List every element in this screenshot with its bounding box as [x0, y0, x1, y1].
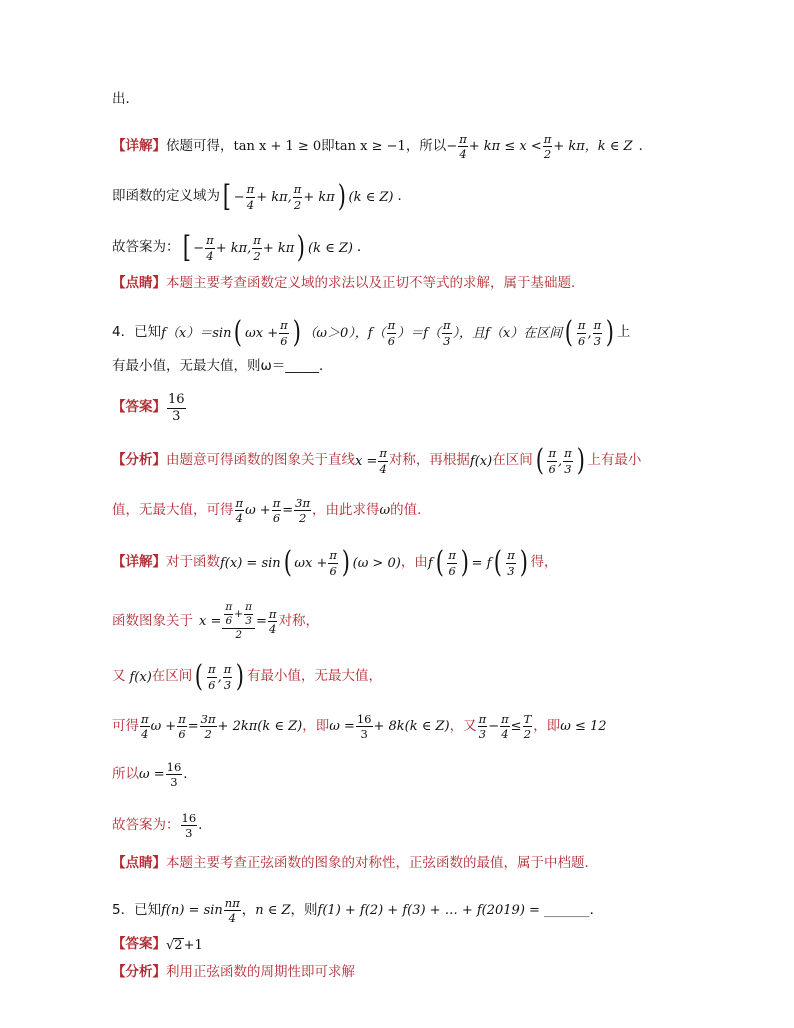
symmetry-line: 函数图象关于 x = $\frac{\pi}{6}$ + $\frac{\pi}{3}$ 2 = $\frac{\pi}{4}$ 对称， [112, 601, 319, 642]
fraction: $\frac{\pi}{3}$ [442, 318, 451, 348]
fraction: $\frac{\pi}{2}$ [253, 233, 261, 263]
analysis-line-2: 值，无最大值，可得 $\frac{\pi}{4}$ ω + $\frac{\pi}{6}$ = $\frac{3\pi}{2}$ ，由此求得 ω 的值. [112, 496, 422, 526]
fraction: $\frac{3\pi}{2}$ [295, 496, 311, 526]
fraction: $\frac{\pi}{4}$ [501, 712, 509, 742]
fraction: $\frac{\pi}{3}$ [564, 446, 572, 476]
comment-tag: 【点睛】 [112, 275, 166, 291]
fraction: $\frac{\pi}{3}$ [507, 548, 515, 578]
fraction: $\frac{\pi}{6}$ [280, 318, 288, 348]
fraction: $\frac{\pi}{6}$ [387, 318, 396, 348]
fraction: $\frac{\pi}{2}$ [543, 132, 552, 162]
conclusion-line: 所以 ω = $\frac{16}{3}$ . [112, 760, 188, 790]
comment-tag: 【点睛】 [112, 855, 166, 871]
analysis-line-1: 【分析】 由题意可得函数的图象关于直线 x = $\frac{\pi}{4}$ 对称，再根据 f(x) 在区间 ( $\frac{\pi}{6}$ , $\frac{\pi}{3}$ ) 上有最小 [112, 443, 642, 478]
sqrt-symbol: √ [166, 937, 175, 953]
fraction: $\frac{16}{3}$ [166, 760, 182, 790]
fraction: $\frac{\pi}{4}$ [459, 132, 467, 162]
analysis-tag: 【分析】 [112, 964, 166, 980]
final-answer-line: 故答案为： $\frac{16}{3}$ . [112, 811, 203, 841]
fraction: $\frac{\pi}{3}$ [478, 712, 487, 742]
fraction: $\frac{16}{3}$ [181, 811, 197, 841]
fraction: $\frac{\pi}{4}$ [379, 446, 387, 476]
detail-tag: 【详解】 [112, 137, 166, 154]
analysis-line-5: 【分析】 利用正弦函数的周期性即可求解 [112, 964, 355, 980]
fraction: $\frac{16}{3}$ [356, 712, 372, 742]
fraction: $\frac{\pi}{4}$ [235, 496, 244, 526]
fraction: $\frac{\pi}{6}$ [577, 318, 586, 348]
detail-tag: 【详解】 [112, 554, 166, 571]
fraction: $\frac{\pi}{4}$ [141, 712, 149, 742]
fraction: $\frac{\pi}{6}$ [329, 548, 337, 578]
text-line: 出． [112, 91, 139, 107]
fraction: $\frac{\pi}{6}$ [448, 548, 456, 578]
fraction: $\frac{3\pi}{2}$ [200, 712, 216, 742]
answer-line [112, 393, 187, 423]
fraction: $\frac{\pi}{4}$ [246, 182, 255, 212]
answer-fraction: $\frac{16}{3}$ [168, 392, 185, 424]
answer-summary-line: 故答案为： [ − $\frac{\pi}{4}$ + kπ, $\frac{\pi}{2}$ + kπ ) (k ∈ Z) ． [112, 230, 371, 265]
comment-line: 【点睛】 本题主要考查函数定义域的求法以及正切不等式的求解，属于基础题． [112, 275, 585, 291]
detail-line-1: 【详解】 依题可得， tan x + 1 ≥ 0 即 tan x ≥ −1 ，所以 − $\frac{\pi}{4}$ + kπ ≤ x < $\frac{\pi}{2}$ + kπ ，k ∈ Z ． [112, 132, 653, 162]
question-4-cont: 有最小值，无最大值，则ω＝_____． [112, 358, 333, 374]
fraction: $\frac{\pi}{4}$ [268, 606, 277, 637]
question-5: 5．已知 f(n) = sin $\frac{n\pi}{4}$ ， n ∈ Z ，则 f(1) + f(2) + f(3) + … + f(2019) = _______ ． [112, 896, 604, 926]
derivation-line: 可得 $\frac{\pi}{4}$ ω + $\frac{\pi}{6}$ = $\frac{3\pi}{2}$ + 2kπ(k ∈ Z) ，即 ω = $\frac{16}{3}$ + 8k(k ∈ Z) ，又 $\frac{\pi}{3}$ − $\frac{\pi}{4}$ ≤ $\frac{T}{2}$ ，即 ω ≤ 12 [112, 712, 607, 742]
fraction: $\frac{\pi}{6}$ [208, 662, 216, 692]
interval-line: 又 f(x) 在区间 ( $\frac{\pi}{6}$ , $\frac{\pi}{3}$ ) 有最小值，无最大值， [112, 659, 382, 694]
comment-line-2: 【点睛】 本题主要考查正弦函数的图象的对称性，正弦函数的最值，属于中档题． [112, 855, 598, 871]
question-4: 4．已知 f（x）＝sin ( ωx + $\frac{\pi}{6}$ ) （ω＞0），f（ $\frac{\pi}{6}$ ）＝f（ $\frac{\pi}{3}$ ），且f（x）在区间 ( $\frac{\pi}{6}$ , $\frac{\pi}{3}$ ) 上 [112, 315, 631, 350]
answer-tag: 【答案】 [112, 399, 166, 416]
fraction: $\frac{\pi}{3}$ [223, 662, 232, 692]
analysis-tag: 【分析】 [112, 452, 166, 469]
fraction: $\frac{\pi}{6}$ [178, 712, 186, 742]
fraction: $\frac{\pi}{2}$ [293, 182, 302, 212]
fraction: $\frac{n\pi}{4}$ [224, 896, 240, 926]
compound-fraction: $\frac{\pi}{6}$ + $\frac{\pi}{3}$ 2 [222, 602, 255, 641]
fraction: $\frac{\pi}{6}$ [548, 446, 556, 476]
detail-line-2: 【详解】 对于函数 f(x) = sin ( ωx + $\frac{\pi}{6}$ ) (ω > 0) ，由 f ( $\frac{\pi}{6}$ ) = f ( $\frac{\pi}{3}$ ) 得， [112, 545, 558, 580]
fraction: $\frac{T}{2}$ [523, 712, 532, 742]
domain-line: 即函数的定义域为 [ − $\frac{\pi}{4}$ + kπ, $\frac{\pi}{2}$ + kπ ) (k ∈ Z) ． [112, 179, 411, 214]
fraction: $\frac{\pi}{6}$ [272, 496, 281, 526]
fraction: $\frac{\pi}{4}$ [206, 233, 214, 263]
fraction: $\frac{\pi}{3}$ [593, 318, 602, 348]
answer-line-5: 【答案】 √ 2 +1 [112, 936, 203, 953]
answer-tag: 【答案】 [112, 936, 166, 953]
